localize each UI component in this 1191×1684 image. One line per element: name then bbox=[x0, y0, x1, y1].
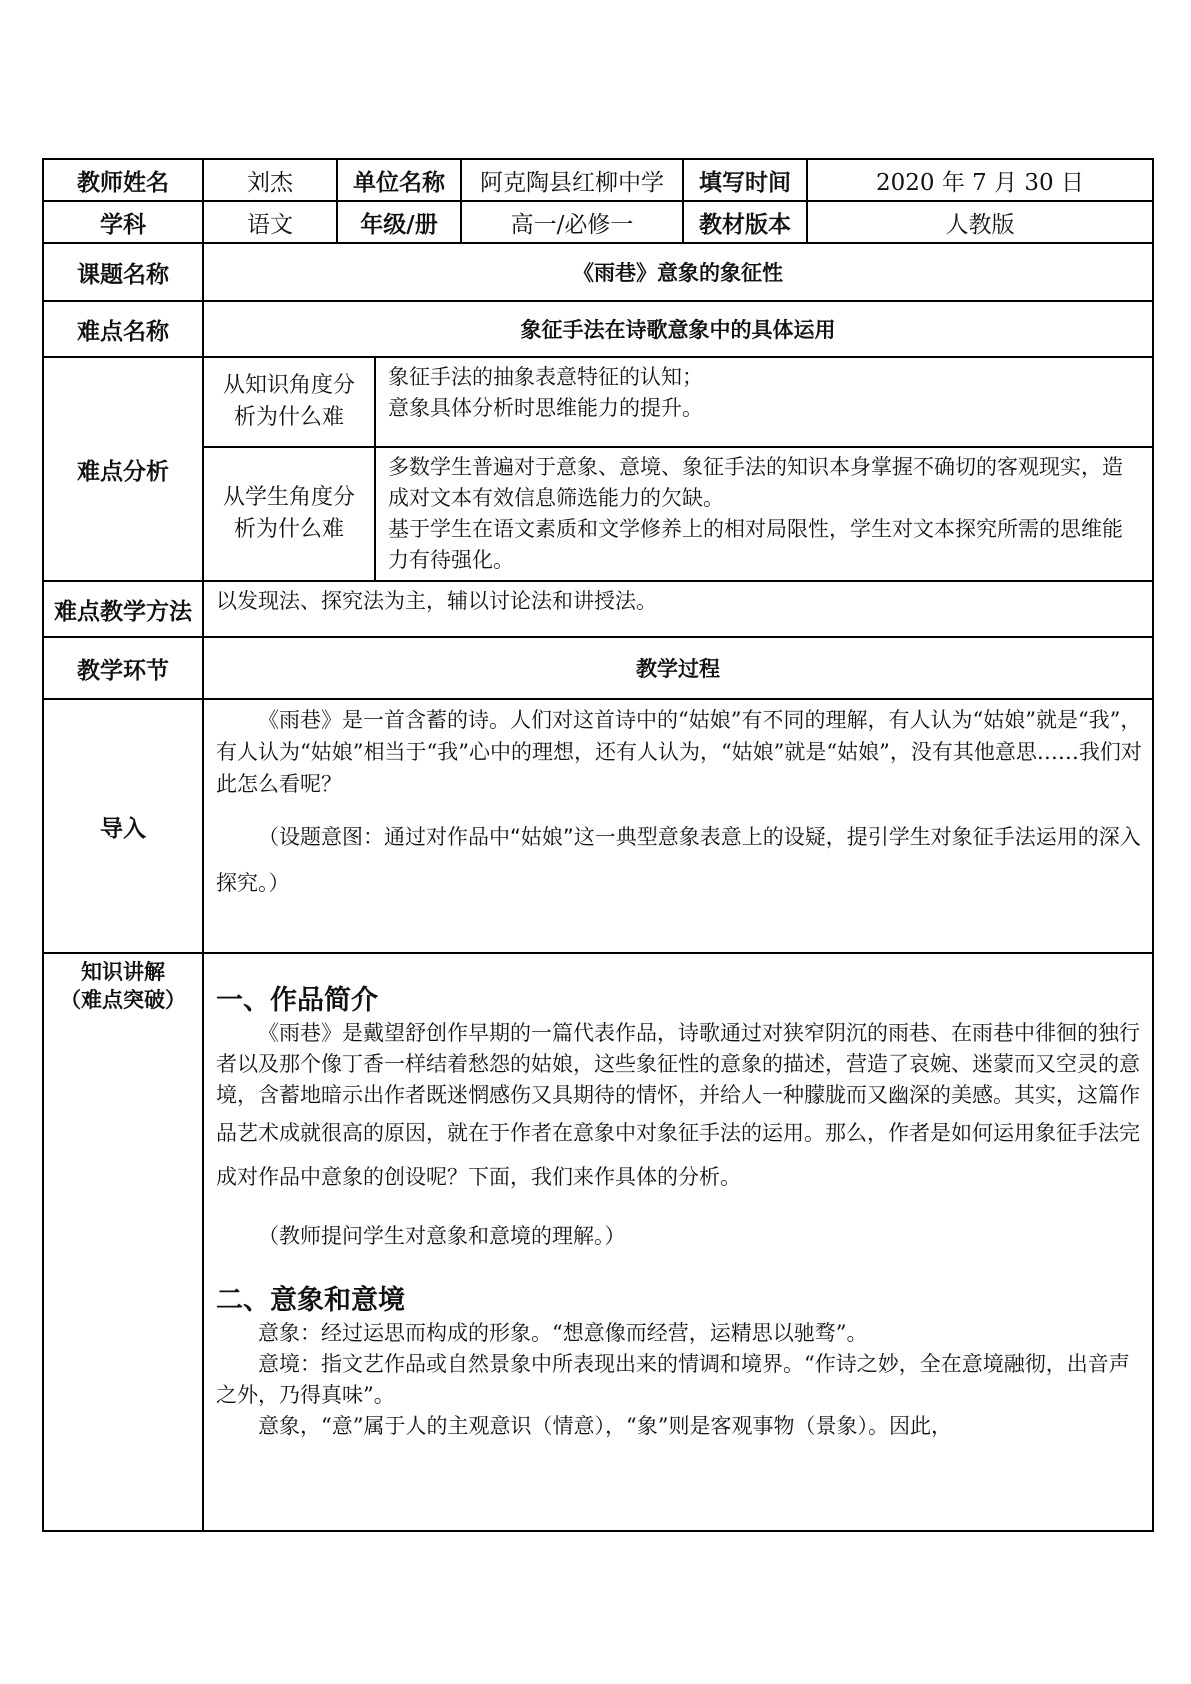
stage-label: 教学环节 bbox=[43, 637, 203, 699]
knowledge-label-cell bbox=[43, 953, 203, 1531]
analysis-knowledge-row bbox=[43, 357, 1153, 447]
topic-row bbox=[43, 243, 1153, 301]
method-row bbox=[43, 581, 1153, 637]
header-row-1 bbox=[43, 159, 1153, 201]
unit-value: 阿克陶县红柳中学 bbox=[461, 159, 683, 201]
section-title-intro: 一、作品简介 bbox=[216, 985, 378, 1016]
topic-value: 《雨巷》意象的象征性 bbox=[203, 243, 1153, 301]
grade-value: 高一/必修一 bbox=[461, 201, 683, 243]
intro-text: 《雨巷》是一首含蓄的诗。人们对这首诗中的“姑娘”有不同的理解，有人认为“姑娘”就是“我”，有人认为“姑娘”相当于“我”心中的理想，还有人认为，“姑娘”就是“姑娘”，没有其他意思…… bbox=[216, 708, 1142, 764]
intro-note: （设题意图：通过对作品中“姑娘”这一典型意象表意上的设疑，提引学生对象征手法运用的深入探究。） bbox=[216, 825, 1141, 895]
intro-content bbox=[203, 699, 1153, 953]
lesson-plan-table bbox=[42, 158, 1154, 1532]
unit-label: 单位名称 bbox=[337, 159, 461, 201]
date-label: 填写时间 bbox=[683, 159, 807, 201]
section-intro-tail: 那么，作者是如何运用象征手法完成对作品中意象的创设呢？下面，我们来作具体的分析。 bbox=[216, 1121, 1140, 1189]
section-title-image: 二、意象和意境 bbox=[216, 1285, 405, 1316]
intro-paragraph bbox=[216, 704, 1142, 800]
analysis-student-row bbox=[43, 447, 1153, 581]
student-angle-content bbox=[375, 447, 1153, 581]
knowledge-angle-label: 从知识角度分析为什么难 bbox=[203, 357, 375, 447]
teacher-value: 刘杰 bbox=[203, 159, 337, 201]
intro-label: 导入 bbox=[43, 699, 203, 953]
textbook-value: 人教版 bbox=[807, 201, 1153, 243]
realm-definition: 意境：指文艺作品或自然景象中所表现出来的情调和境界。“作诗之妙，全在意境融彻，出音声之外，乃得真味”。 bbox=[216, 1352, 1130, 1407]
knowledge-line: 意象具体分析时思维能力的提升。 bbox=[388, 396, 703, 420]
image-definition: 意象：经过运思而构成的形象。“想意像而经营，运精思以驰骛”。 bbox=[258, 1321, 868, 1345]
student-line: 多数学生普遍对于意象、意境、象征手法的知识本身掌握不确切的客观现实，造成对文本有效信息筛选能力的欠缺。 bbox=[388, 455, 1123, 510]
image-explanation: 意象，“意”属于人的主观意识（情意），“象”则是客观事物（景象）。因此， bbox=[258, 1414, 952, 1438]
grade-label: 年级/册 bbox=[337, 201, 461, 243]
textbook-label: 教材版本 bbox=[683, 201, 807, 243]
process-label: 教学过程 bbox=[203, 637, 1153, 699]
difficulty-value: 象征手法在诗歌意象中的具体运用 bbox=[203, 301, 1153, 357]
section-intro-note: （教师提问学生对意象和意境的理解。） bbox=[258, 1224, 626, 1248]
subject-value: 语文 bbox=[203, 201, 337, 243]
analysis-label: 难点分析 bbox=[43, 357, 203, 581]
topic-label: 课题名称 bbox=[43, 243, 203, 301]
method-label: 难点教学方法 bbox=[43, 581, 203, 637]
intro-row bbox=[43, 699, 1153, 953]
knowledge-angle-content bbox=[375, 357, 1153, 447]
method-value: 以发现法、探究法为主，辅以讨论法和讲授法。 bbox=[203, 581, 1153, 637]
student-angle-label: 从学生角度分析为什么难 bbox=[203, 447, 375, 581]
subject-label: 学科 bbox=[43, 201, 203, 243]
teacher-label: 教师姓名 bbox=[43, 159, 203, 201]
process-header-row bbox=[43, 637, 1153, 699]
knowledge-row bbox=[43, 953, 1153, 1531]
difficulty-label: 难点名称 bbox=[43, 301, 203, 357]
knowledge-sublabel: （难点突破） bbox=[60, 988, 186, 1012]
knowledge-content bbox=[203, 953, 1153, 1531]
header-row-2 bbox=[43, 201, 1153, 243]
section-intro-text: 《雨巷》是戴望舒创作早期的一篇代表作品，诗歌通过对狭窄阴沉的雨巷、在雨巷中徘徊的独行者以及那个像丁香一样结着愁怨的姑娘，这些象征性的意象的描述，营造了哀婉、迷蒙而又空灵的意境，含蓄地暗示出作者既迷惘感伤又具期待的情怀，并给人一种朦胧而又幽深的美感。其实，这篇作品艺术成就很高的原因，就在于作者在意象中对象征手法的运用。 bbox=[216, 1021, 1140, 1145]
knowledge-label: 知识讲解 bbox=[81, 960, 165, 984]
difficulty-row bbox=[43, 301, 1153, 357]
section-intro-paragraph bbox=[216, 1018, 1142, 1199]
student-line: 基于学生在语文素质和文学修养上的相对局限性，学生对文本探究所需的思维能力有待强化。 bbox=[388, 517, 1123, 572]
knowledge-line: 象征手法的抽象表意特征的认知； bbox=[388, 365, 703, 389]
date-value: 2020 年 7 月 30 日 bbox=[807, 159, 1153, 201]
intro-question: 我们对此怎么看呢？ bbox=[216, 740, 1142, 796]
